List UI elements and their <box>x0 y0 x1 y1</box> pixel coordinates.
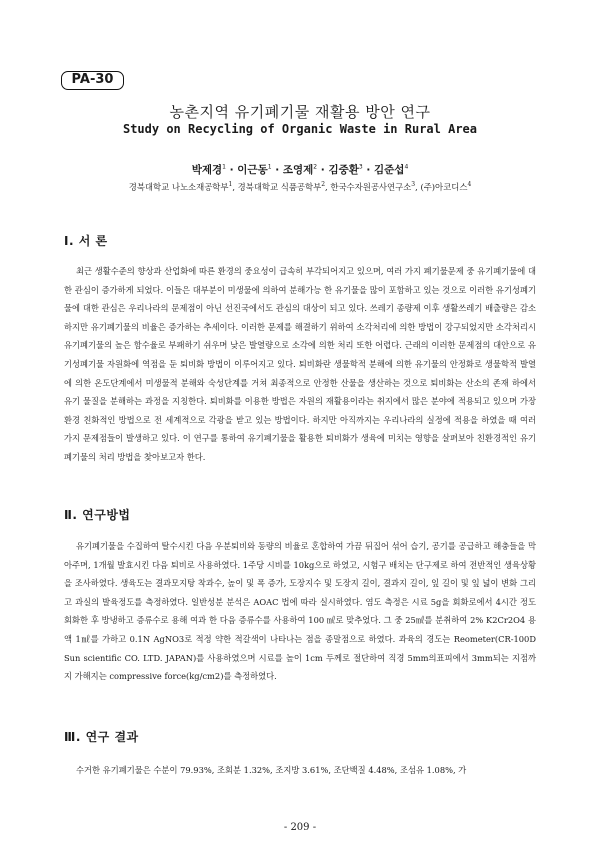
affiliation-sup: 1 <box>228 181 233 189</box>
author <box>192 164 226 176</box>
author-sup: 4 <box>404 163 409 171</box>
affiliation-sup: 2 <box>321 181 326 189</box>
affiliation-list <box>0 181 600 193</box>
affiliation-name: 경북대학교 나노소재공학부 <box>128 182 229 192</box>
author-list <box>0 162 600 177</box>
methods-paragraph: 유기폐기물을 수집하여 탈수시킨 다음 우분퇴비와 동량의 비율로 혼합하여 가끔 뒤집어 섞어 습기, 공기를 공급하고 해충들을 막아주며, 1개월 발효시킨 다음 퇴비로 사용하였다. 1주당 시비를 10kg으로 하였고, 시험구 배치는 단구제로 하여 전반적인 생육상황을 조사하였다. 생육도는 결과모지탕 착과수, 높이 및 폭 증가, 도장지수 및 도장지 길이, 결과지 길이, 잎 길이 및 잎 넓이 변화 그리고 과실의 발육정도를 측정하였다. 일반성분 분석은 AOAC 법에 따라 실시하였다. 염도 측정은 시료 5g을 회화로에서 4시간 정도 회화한 후 방냉하고 증류수로 용해 여과 한 다음 증류수를 사용하여 100 ㎖로 맞추었다. 그 중 25㎖를 분취하여 2% K2Cr2O4 용액 1㎖를 가하고 0.1N AgNO3로 적정 약한 적갈색이 나타나는 점을 종말점으로 하였다. 과육의 경도는 Reometer(CR-100D Sun scientific CO. LTD. JAPAN)를 사용하였으며 시료를 높이 1cm 두께로 절단하여 직경 5mm의표피에서 3mm되는 지점까지 가해지는 compressive force(kg/cm2)를 측정하였다. <box>64 541 536 682</box>
affiliation-sup: 3 <box>411 181 416 189</box>
author <box>328 164 362 176</box>
author-sup: 2 <box>313 163 318 171</box>
separator: · <box>317 164 329 176</box>
separator: , <box>325 182 331 192</box>
intro-paragraph: 최근 생활수준의 향상과 산업화에 따른 환경의 중요성이 급속히 부각되어지고 있으며, 여러 가지 폐기물문제 중 유기폐기물에 대한 관심이 증가하게 되었다. 이들은 대부분이 미생물에 의하여 분해가능 한 유기물을 많이 포함하고 있는 것으로 이러한 유기성폐기물에 대한 관심은 우리나라의 문제점이 아닌 선진국에서도 관심의 대상이 되고 있다. 쓰레기 종량제 이후 생활쓰레기 배출량은 감소하지만 유기폐기물의 비율은 증가하는 추세이다. 이러한 문제를 해결하기 위하여 소각처리에 의한 방법이 강구되었지만 소각처리시 유기폐기물의 높은 함수율로 부패하기 쉬우며 낮은 발열량으로 소각에 의한 처리 또한 어렵다. 근래의 이러한 문제점의 대안으로 유기성폐기물 자원화에 역점을 둔 퇴비화 방법이 이루어지고 있다. 퇴비화란 생물학적 분해에 의한 유기물의 안정화로 생물학적 발열에 의한 온도단계에서 미생물적 분해와 숙성단계를 거쳐 최종적으로 안정한 산물을 생산하는 것으로 퇴비화는 산소의 존재 하에서 유기 물질을 분해하는 과정을 지칭한다. 퇴비화를 이용한 방법은 자원의 재활용이라는 취지에서 많은 분야에 적용되고 있으며 가장 환경 친화적인 방법으로 전 세계적으로 각광을 받고 있는 방법이다. 하지만 아직까지는 우리나라의 실정에 적용을 하였을 때 여러 가지 문제점들이 발생하고 있다. 이 연구를 통하여 유기폐기물을 활용한 퇴비화가 생육에 미치는 영향을 살펴보아 친환경적인 유기폐기물의 처리 방법을 찾아보고자 한다. <box>64 266 536 462</box>
affiliation-name: 한국수자원공사연구소 <box>330 182 412 192</box>
affiliation <box>129 182 233 192</box>
author <box>374 164 408 176</box>
affiliation-name: (주)아코디스 <box>420 182 468 192</box>
author-name: 박제경 <box>191 164 223 176</box>
author-name: 김중환 <box>328 164 359 176</box>
affiliation-name: 경북대학교 식품공학부 <box>237 182 322 192</box>
methods-heading: Ⅱ. 연구방법 <box>64 508 131 522</box>
author-name: 이근동 <box>237 164 268 176</box>
separator: · <box>362 164 375 176</box>
korean-title: 농촌지역 유기폐기물 재활용 방안 연구 <box>169 103 431 121</box>
page-number: - 209 - <box>283 822 317 833</box>
author-sup: 1 <box>267 163 272 171</box>
english-title: Study on Recycling of Organic Waste in Rural Area <box>122 122 477 136</box>
results-paragraph: 수거한 유기폐기물은 수분이 79.93%, 조회분 1.32%, 조지방 3.61%, 조단백질 4.48%, 조섬유 1.08%, 가 <box>76 765 467 775</box>
separator: · <box>225 164 238 176</box>
separator: , <box>232 182 238 192</box>
affiliation <box>330 182 415 192</box>
author <box>283 164 317 176</box>
intro-heading: Ⅰ. 서 론 <box>64 234 108 248</box>
author-sup: 3 <box>358 163 363 171</box>
author-name: 조영제 <box>282 164 314 176</box>
author-sup: 1 <box>222 163 226 171</box>
author <box>237 164 271 176</box>
results-heading: Ⅲ. 연구 결과 <box>64 730 139 744</box>
author-name: 김준섭 <box>374 164 405 176</box>
separator: · <box>271 164 283 176</box>
affiliation-sup: 4 <box>467 181 472 189</box>
affiliation <box>420 182 471 192</box>
separator: , <box>415 182 421 192</box>
affiliation <box>238 182 325 192</box>
session-tag: PA-30 <box>61 71 124 90</box>
